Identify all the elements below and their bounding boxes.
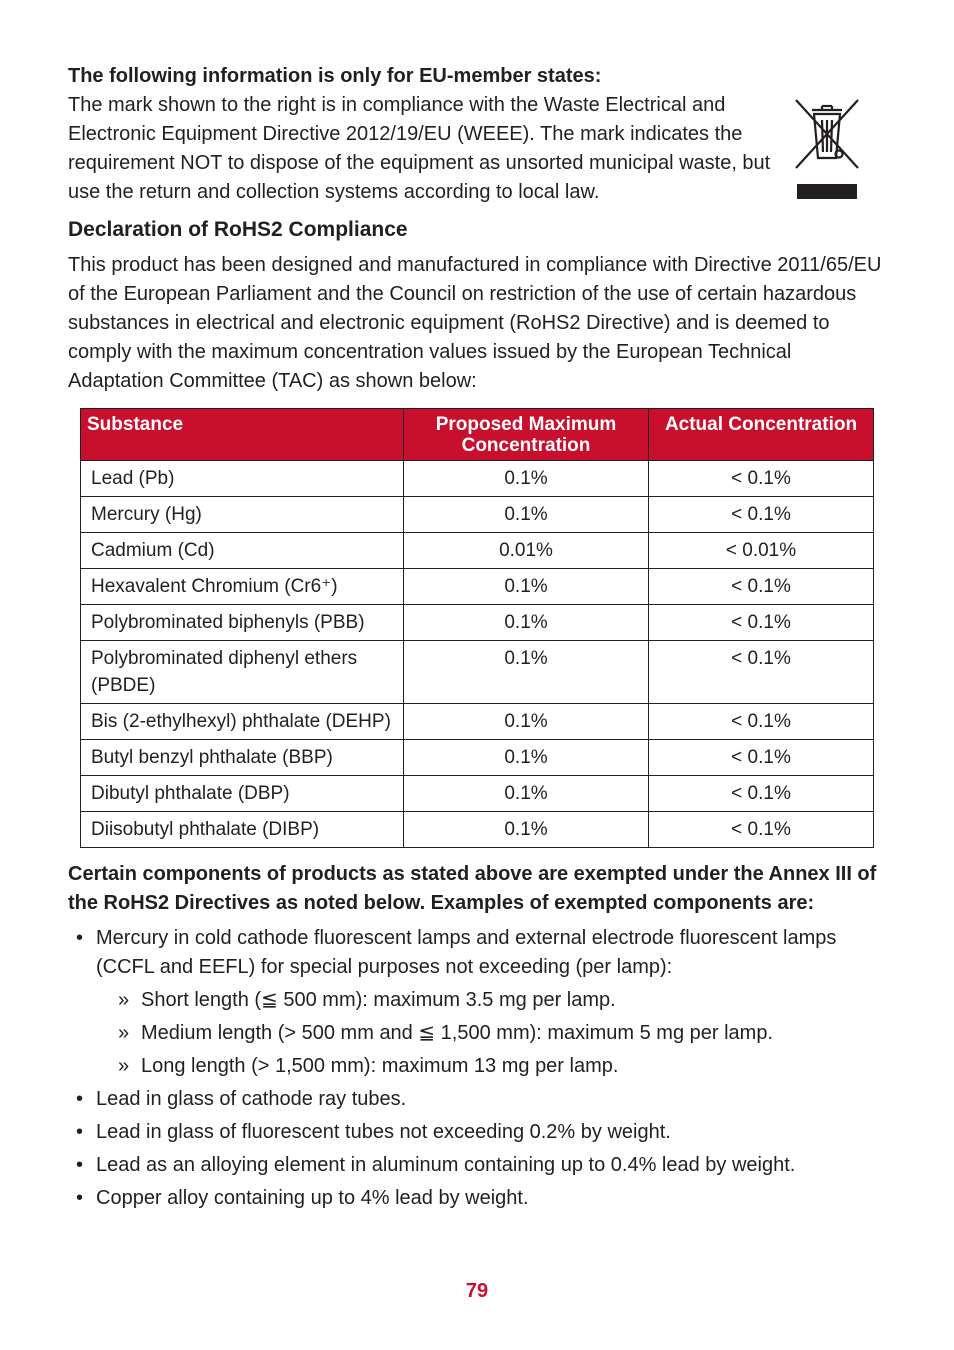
actual-cell: < 0.1% (649, 497, 874, 533)
actual-cell: < 0.1% (649, 704, 874, 740)
actual-cell: < 0.1% (649, 641, 874, 704)
proposed-max-cell: 0.1% (404, 812, 649, 848)
col-substance: Substance (81, 409, 404, 461)
sub-list (68, 986, 888, 1081)
eu-text: The mark shown to the right is in compliance with the Waste Electrical and Electronic Equipment Directive 2012/19/EU (WEEE). The mark indicates the requirement NOT to dispose of the equipment as unsorted municipal waste, but use the return and collection systems according to local law. (68, 94, 771, 203)
table-row (81, 740, 874, 776)
table-row (81, 641, 874, 704)
substance-cell: Bis (2-ethylhexyl) phthalate (DEHP) (81, 704, 404, 740)
list-item-text: Lead in glass of fluorescent tubes not exceeding 0.2% by weight. (96, 1121, 671, 1143)
sub-bullet-marker: » (118, 1022, 130, 1044)
sub-bullet-marker: » (118, 989, 130, 1011)
actual-cell: < 0.1% (649, 461, 874, 497)
substance-cell: Hexavalent Chromium (Cr6⁺) (81, 569, 404, 605)
proposed-max-cell: 0.01% (404, 533, 649, 569)
proposed-max-cell: 0.1% (404, 497, 649, 533)
proposed-max-cell: 0.1% (404, 605, 649, 641)
proposed-max-cell: 0.1% (404, 704, 649, 740)
substance-cell: Butyl benzyl phthalate (BBP) (81, 740, 404, 776)
table-row (81, 533, 874, 569)
table-row (81, 605, 874, 641)
actual-cell: < 0.1% (649, 740, 874, 776)
rohs-heading: Declaration of RoHS2 Compliance (68, 218, 408, 241)
proposed-max-cell: 0.1% (404, 641, 649, 704)
eu-section (68, 62, 888, 207)
proposed-max-cell: 0.1% (404, 461, 649, 497)
page-content (68, 62, 888, 1217)
table-body (81, 461, 874, 848)
substance-cell: Lead (Pb) (81, 461, 404, 497)
page-number: 79 (465, 1280, 489, 1302)
table-row (81, 461, 874, 497)
list-item (68, 924, 888, 982)
actual-cell: < 0.1% (649, 812, 874, 848)
sub-list-item-text: Short length (≦ 500 mm): maximum 3.5 mg per lamp. (141, 989, 616, 1011)
col-proposed-max: Proposed Maximum Concentration (404, 409, 649, 461)
list-item (68, 1085, 888, 1114)
substance-cell: Diisobutyl phthalate (DIBP) (81, 812, 404, 848)
table-row (81, 812, 874, 848)
substance-cell: Dibutyl phthalate (DBP) (81, 776, 404, 812)
sub-list-item (68, 1052, 888, 1081)
table-header-row (81, 409, 874, 461)
actual-cell: < 0.1% (649, 605, 874, 641)
table-row (81, 497, 874, 533)
substance-cell: Polybrominated diphenyl ethers (PBDE) (81, 641, 404, 704)
actual-cell: < 0.1% (649, 569, 874, 605)
exemption-list (68, 924, 888, 1213)
actual-cell: < 0.1% (649, 776, 874, 812)
list-item-text: Copper alloy containing up to 4% lead by weight. (96, 1187, 529, 1209)
actual-cell: < 0.01% (649, 533, 874, 569)
sub-list-item-text: Medium length (> 500 mm and ≦ 1,500 mm): maximum 5 mg per lamp. (141, 1022, 773, 1044)
list-item (68, 1184, 888, 1213)
eu-heading: The following information is only for EU-member states: (68, 65, 602, 87)
proposed-max-cell: 0.1% (404, 776, 649, 812)
substance-cell: Mercury (Hg) (81, 497, 404, 533)
list-item (68, 1151, 888, 1180)
sub-list-item (68, 986, 888, 1015)
list-item (68, 1118, 888, 1147)
exemption-intro: Certain components of products as stated above are exempted under the Annex III of the RoHS2 Directives as noted below. Examples of exempted components are: (68, 863, 877, 914)
substance-cell: Cadmium (Cd) (81, 533, 404, 569)
table-row (81, 569, 874, 605)
sub-list-item-text: Long length (> 1,500 mm): maximum 13 mg per lamp. (141, 1055, 619, 1077)
table-row (81, 776, 874, 812)
substance-table (80, 408, 874, 848)
sub-list-item (68, 1019, 888, 1048)
rohs-text: This product has been designed and manufactured in compliance with Directive 2011/65/EU of the European Parliament and the Council on restriction of the use of certain hazardous substances in electrical and electronic equipment (RoHS2 Directive) and is deemed to comply with the maximum concentration values issued by the European Technical Adaptation Committee (TAC) as shown below: (68, 254, 882, 392)
crossed-out-wheelie-bin-icon (792, 96, 862, 206)
list-item-text: Lead as an alloying element in aluminum containing up to 0.4% lead by weight. (96, 1154, 796, 1176)
sub-bullet-marker: » (118, 1055, 130, 1077)
proposed-max-cell: 0.1% (404, 569, 649, 605)
list-item-text: Mercury in cold cathode fluorescent lamps and external electrode fluorescent lamps (CCFL and EEFL) for special purposes not exceeding (per lamp): (96, 927, 837, 978)
substance-cell: Polybrominated biphenyls (PBB) (81, 605, 404, 641)
col-actual: Actual Concentration (649, 409, 874, 461)
proposed-max-cell: 0.1% (404, 740, 649, 776)
list-item-text: Lead in glass of cathode ray tubes. (96, 1088, 407, 1110)
table-row (81, 704, 874, 740)
